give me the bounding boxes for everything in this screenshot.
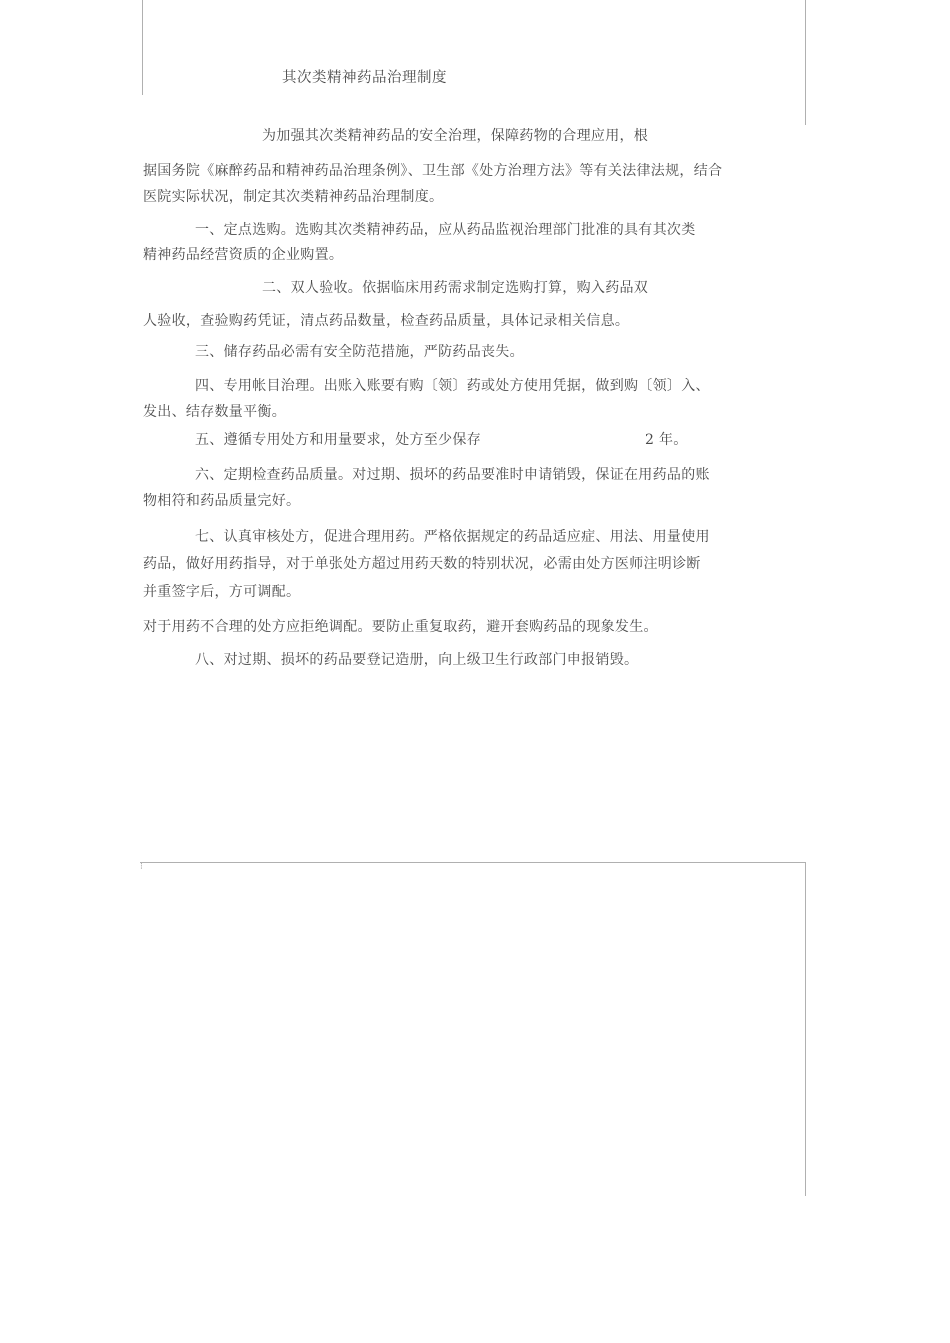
item-8-line: 八、对过期、损坏的药品要登记造册，向上级卫生行政部门申报销毁。 <box>195 652 639 668</box>
item-4-line-1: 四、专用帐目治理。出账入账要有购〔领〕药或处方使用凭据，做到购〔领〕入、 <box>195 378 710 394</box>
document-title: 其次类精神药品治理制度 <box>282 70 447 86</box>
item-1-line-1: 一、定点选购。选购其次类精神药品，应从药品监视治理部门批准的具有其次类 <box>195 222 696 238</box>
page-separator <box>140 862 806 863</box>
intro-line-3: 医院实际状况，制定其次类精神药品治理制度。 <box>143 189 444 205</box>
item-6-line-1: 六、定期检查药品质量。对过期、损坏的药品要准时申请销毁，保证在用药品的账 <box>195 467 710 483</box>
item-3-line: 三、储存药品必需有安全防范措施，严防药品丧失。 <box>195 344 524 360</box>
page-border-right-bottom <box>805 862 806 1196</box>
intro-line-2: 据国务院《麻醉药品和精神药品治理条例》、卫生部《处方治理方法》等有关法律法规，结合 <box>143 163 723 179</box>
item-6-line-2: 物相符和药品质量完好。 <box>143 493 301 509</box>
page-corner-mark: ⁝ <box>140 862 143 872</box>
item-4-line-2: 发出、结存数量平衡。 <box>143 404 286 420</box>
item-1-line-2: 精神药品经营资质的企业购置。 <box>143 247 344 263</box>
intro-line-1: 为加强其次类精神药品的安全治理，保障药物的合理应用，根 <box>262 128 649 144</box>
page-border-left-top <box>142 0 143 95</box>
page-border-right-top <box>805 0 806 125</box>
item-7-line-1: 七、认真审核处方，促进合理用药。严格依据规定的药品适应症、用法、用量使用 <box>195 529 710 545</box>
item-2-line-1: 二、双人验收。依据临床用药需求制定选购打算，购入药品双 <box>262 280 649 296</box>
item-5-years: 2 年。 <box>645 432 688 448</box>
item-2-line-2: 人验收，查验购药凭证，清点药品数量，检查药品质量，具体记录相关信息。 <box>143 313 630 329</box>
item-7-line-3: 并重签字后，方可调配。 <box>143 584 301 600</box>
item-5-line: 五、遵循专用处方和用量要求，处方至少保存 <box>195 432 481 448</box>
item-7-line-4: 对于用药不合理的处方应拒绝调配。要防止重复取药，避开套购药品的现象发生。 <box>143 619 658 635</box>
item-7-line-2: 药品，做好用药指导，对于单张处方超过用药天数的特别状况，必需由处方医师注明诊断 <box>143 556 701 572</box>
